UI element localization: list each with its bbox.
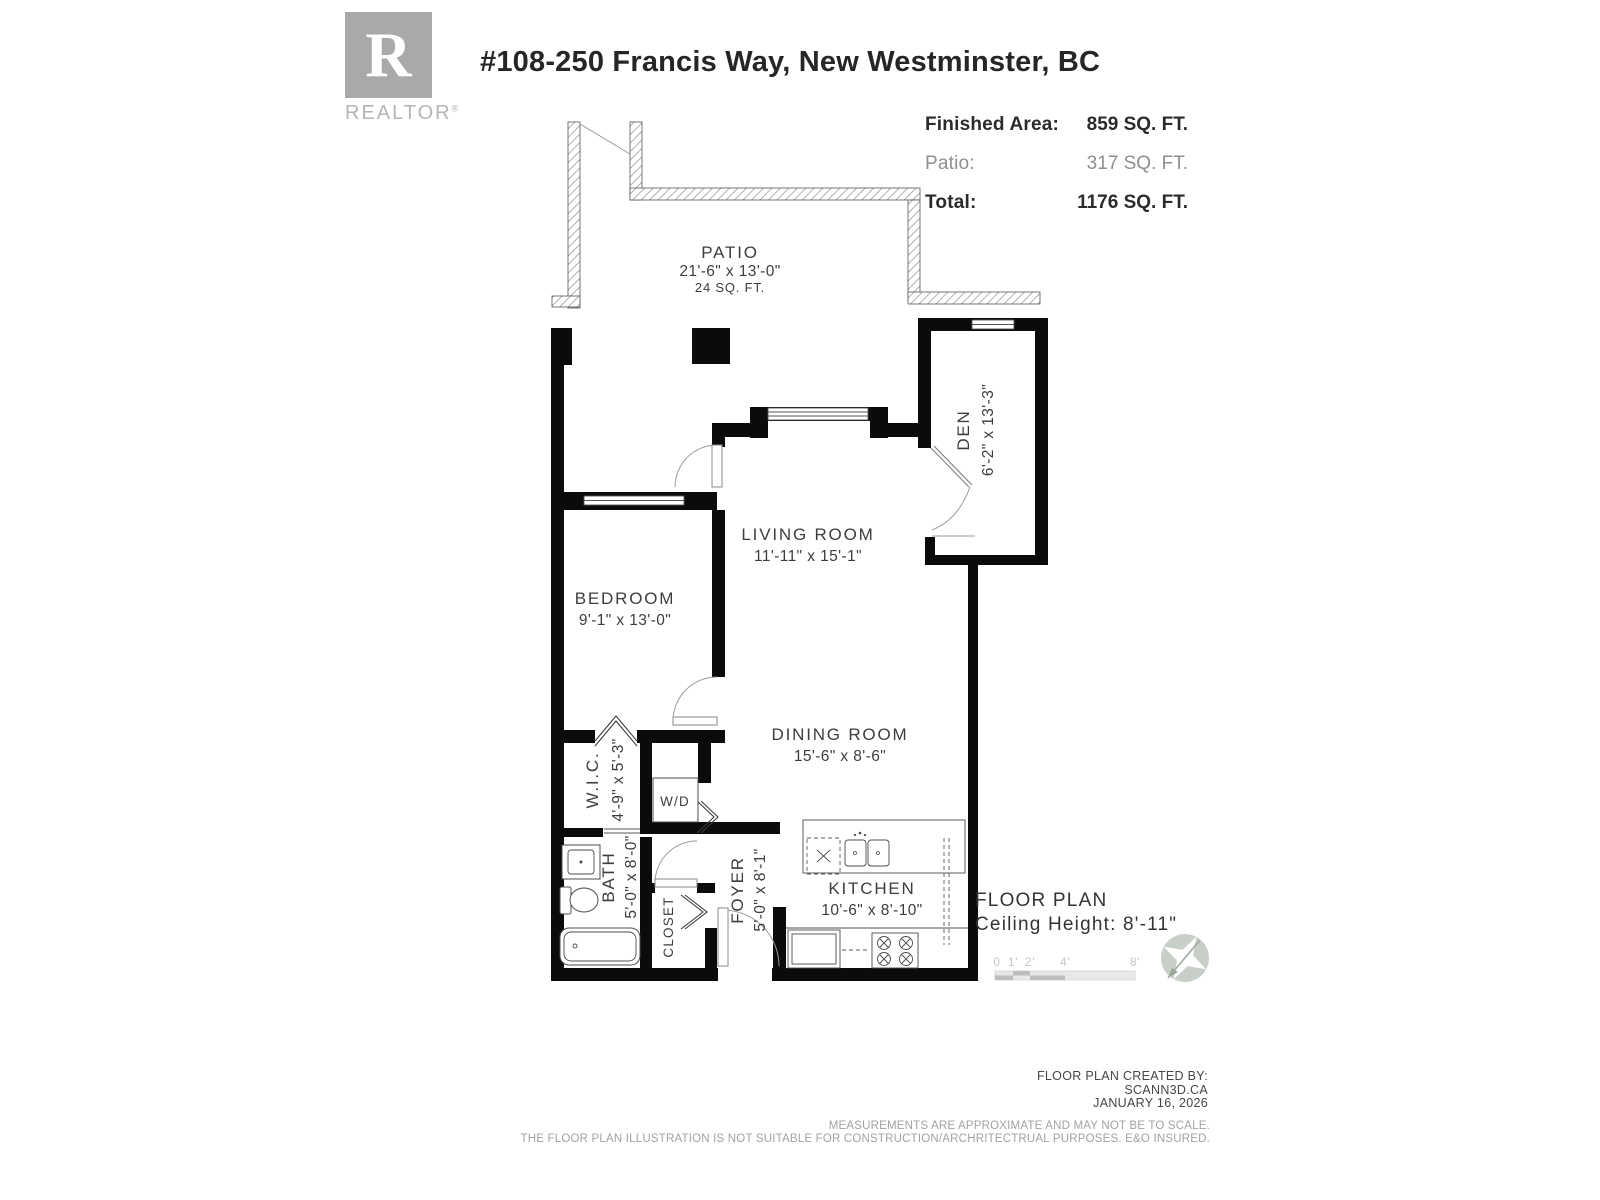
patio-walls <box>552 122 1040 308</box>
kitchen-counter <box>803 820 965 873</box>
created-by-line2: SCANN3D.CA <box>1124 1082 1208 1097</box>
kitchen-label: KITCHEN <box>828 879 916 898</box>
total-area-label: Total: <box>925 192 977 213</box>
wic-label: W.I.C. <box>583 751 602 809</box>
wic-dims: 4'-9" x 5'-3" <box>610 738 627 822</box>
patio-door-leaf <box>712 445 722 487</box>
patio-area-value: 317 SQ. FT. <box>1086 153 1188 174</box>
bath-door-leaf <box>655 879 697 887</box>
ceiling-height: Ceiling Height: 8'-11" <box>975 914 1178 935</box>
bath-door-arc <box>655 841 697 883</box>
realtor-logo-r: R <box>365 19 412 90</box>
patio-door-arc <box>675 445 717 487</box>
bath-dims: 5'-0" x 8'-0" <box>623 835 640 919</box>
realtor-logo-word: REALTOR® <box>345 102 461 124</box>
disclaimer-line2: THE FLOOR PLAN ILLUSTRATION IS NOT SUITABLE FOR CONSTRUCTION/ARCHRITECTRUAL PURPOSES. E&O INSURED. <box>520 1133 1210 1145</box>
kitchen-sink-left <box>845 840 866 866</box>
living-sliding-window <box>768 408 868 420</box>
den-dims: 6'-2" x 13'-3" <box>980 383 997 477</box>
total-area-value: 1176 SQ. FT. <box>1077 192 1188 213</box>
closet-label: CLOSET <box>661 896 676 958</box>
wd-label: W/D <box>660 794 690 809</box>
toilet-bowl <box>570 888 598 912</box>
fridge <box>788 930 840 968</box>
scale-0: 0 <box>993 955 1001 969</box>
scale-1ft: 1' <box>1008 955 1018 969</box>
patio-label: PATIO <box>701 243 759 262</box>
wic-bifold-door <box>595 716 637 741</box>
disclaimer-block <box>400 1120 1210 1146</box>
den-door-leaf <box>934 446 972 485</box>
toilet-tank <box>560 887 571 914</box>
finished-area-label: Finished Area: <box>925 114 1060 135</box>
bedroom-label: BEDROOM <box>574 589 676 608</box>
bathtub <box>560 928 640 965</box>
compass-north-icon <box>1153 926 1218 990</box>
kitchen-dims: 10'-6" x 8'-10" <box>821 902 923 919</box>
realtor-logo-block <box>345 12 432 98</box>
realtor-logo <box>345 12 461 125</box>
created-by-line1: FLOOR PLAN CREATED BY: <box>1037 1069 1208 1083</box>
den-label: DEN <box>954 409 973 451</box>
registered-mark: ® <box>451 103 461 114</box>
disclaimer-line1: MEASUREMENTS ARE APPROXIMATE AND MAY NOT BE TO SCALE. <box>828 1120 1210 1132</box>
patio-gate-line <box>580 124 630 154</box>
floor-plan-svg <box>520 100 1220 990</box>
foyer-label: FOYER <box>728 856 747 924</box>
patio-sqft: 24 SQ. FT. <box>694 280 766 295</box>
dining-room-dims: 15'-6" x 8'-6" <box>793 748 887 765</box>
plan-title: FLOOR PLAN <box>975 890 1108 911</box>
scale-bar <box>993 955 1140 980</box>
stove-burners <box>878 937 913 966</box>
kitchen-sink-right <box>868 840 889 866</box>
page-title: #108-250 Francis Way, New Westminster, BC <box>480 46 1101 78</box>
created-by-block <box>600 1070 1208 1111</box>
dining-room-label: DINING ROOM <box>771 725 909 744</box>
scale-8ft: 8' <box>1130 955 1140 969</box>
finished-area-value: 859 SQ. FT. <box>1086 114 1188 135</box>
entry-door-leaf <box>718 908 728 966</box>
created-by-line3: JANUARY 16, 2026 <box>1093 1096 1208 1110</box>
bath-label: BATH <box>599 851 618 903</box>
floor-plan-drawing <box>520 100 1220 990</box>
living-room-dims: 11'-11" x 15'-1" <box>753 548 863 565</box>
den-door-arc <box>932 487 970 530</box>
patio-area-label: Patio: <box>925 153 975 174</box>
living-room-label: LIVING ROOM <box>741 525 875 544</box>
scale-2ft: 2' <box>1025 955 1035 969</box>
bedroom-dims: 9'-1" x 13'-0" <box>578 612 672 629</box>
foyer-dims: 5'-0" x 8'-1" <box>752 848 769 932</box>
bedroom-door-leaf <box>673 717 717 725</box>
bedroom-door-arc <box>673 677 717 721</box>
scale-4ft: 4' <box>1060 955 1070 969</box>
patio-dims: 21'-6" x 13'-0" <box>679 263 781 280</box>
